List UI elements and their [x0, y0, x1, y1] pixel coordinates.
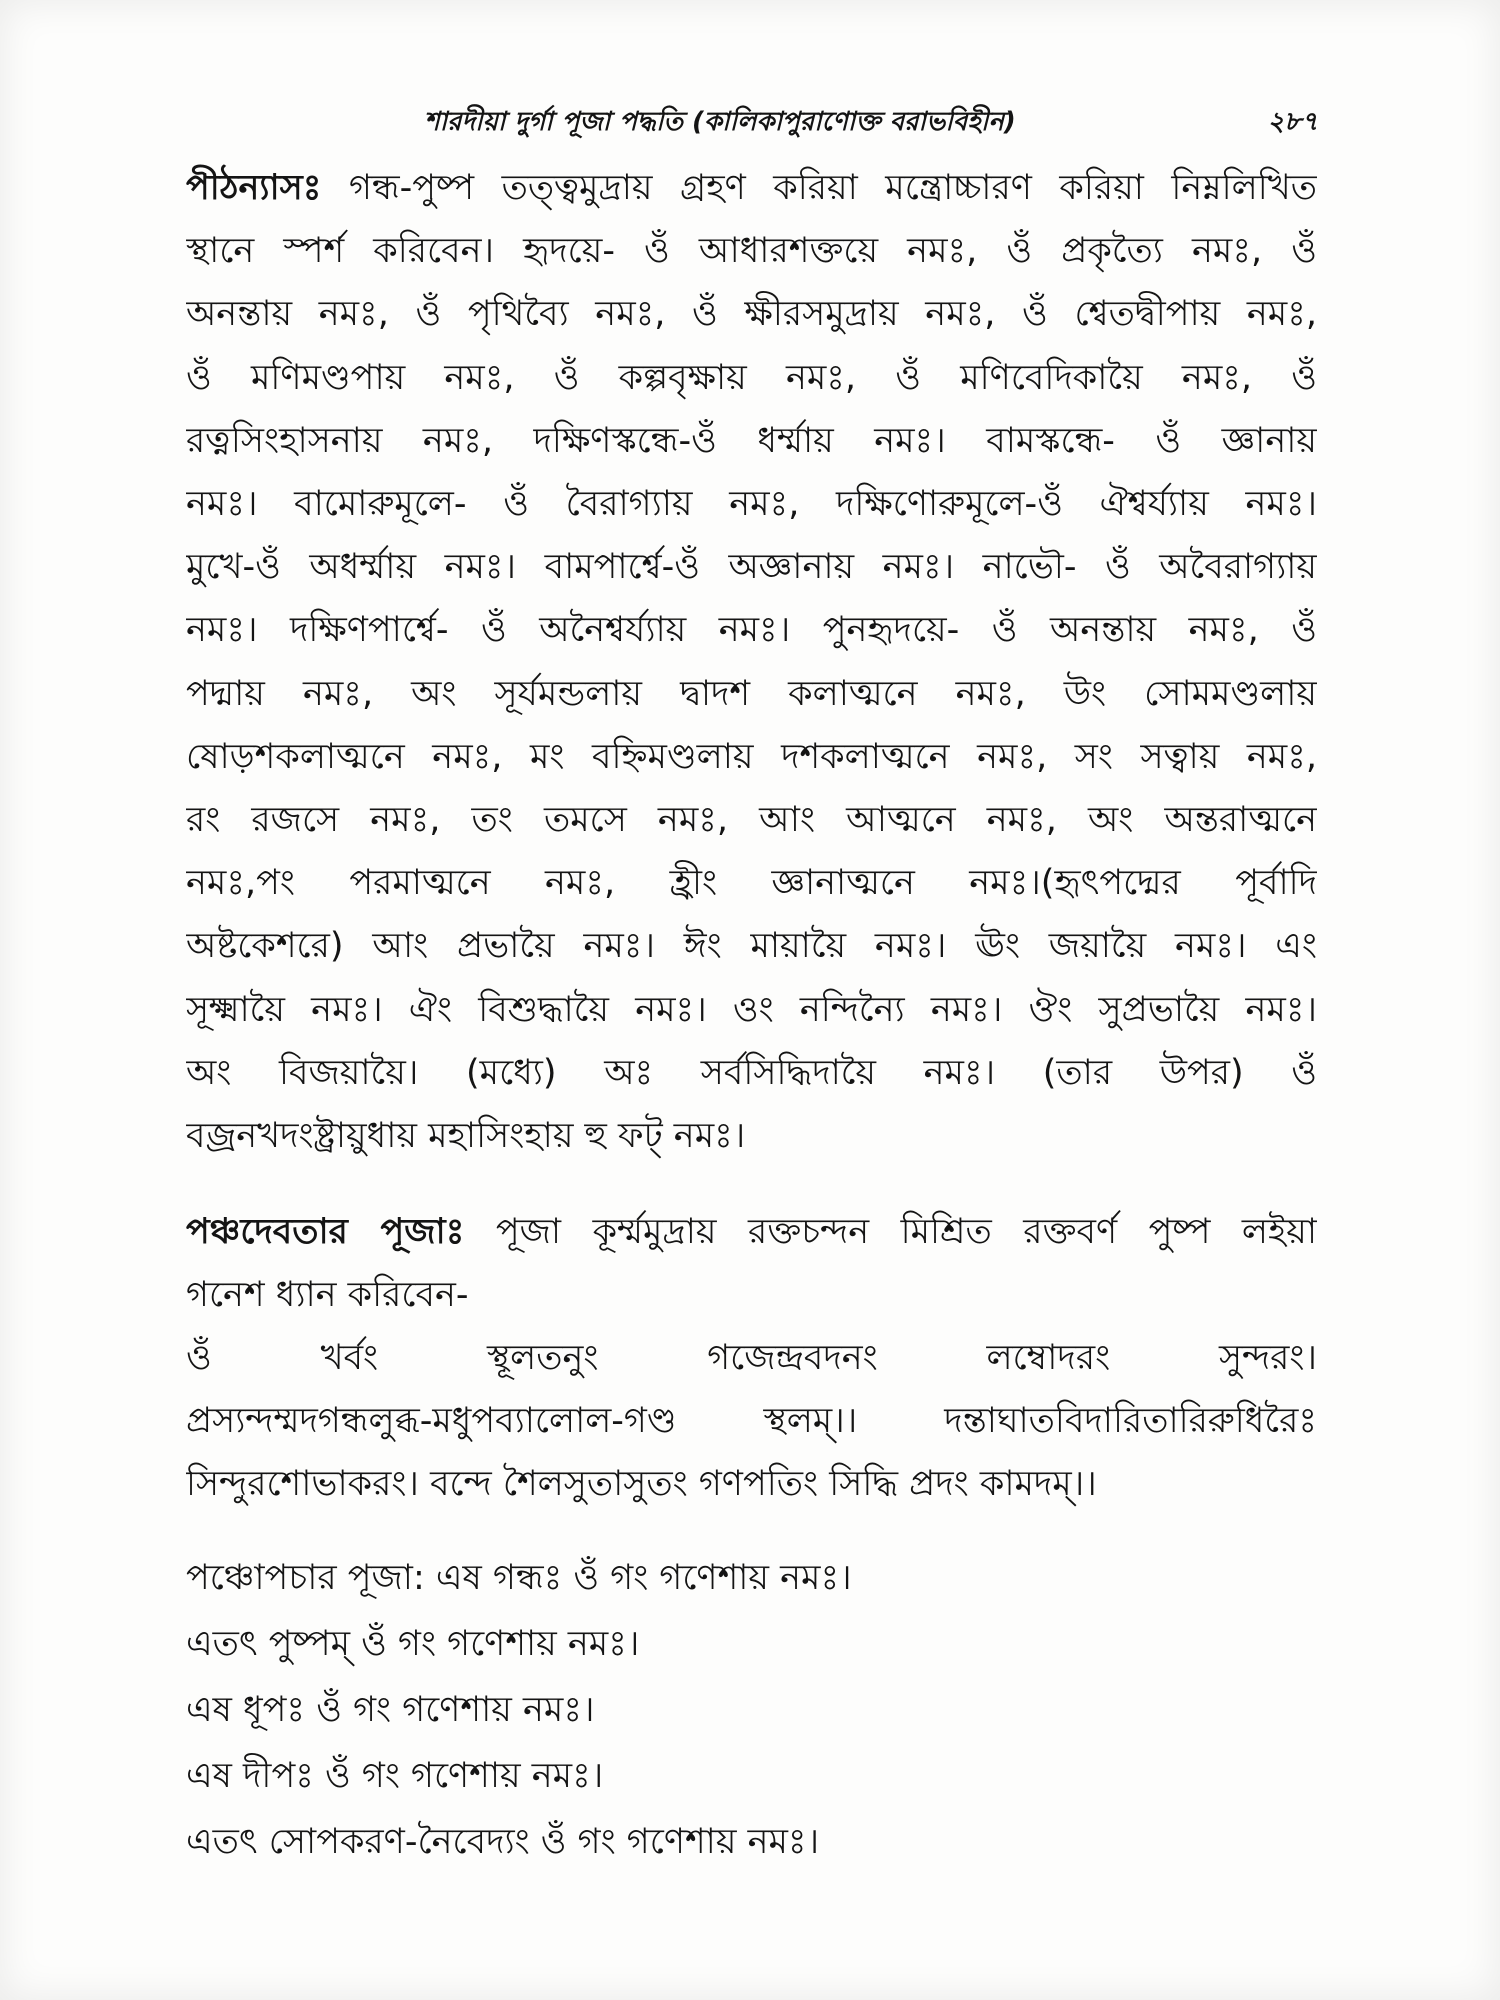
text-line: গনেশ ধ্যান করিবেন- [186, 1275, 469, 1316]
text-line: বজ্রনখদংষ্ট্রায়ুধায় মহাসিংহায় হু ফট্ নমঃ। [186, 1116, 746, 1157]
page-number: ২৮৭ [1267, 107, 1318, 137]
text-line: মুখে-ওঁ অধর্ম্মায় নমঃ। বামপার্শ্বে-ওঁ অজ্ঞানায় নমঃ। নাভৌ- ওঁ অবৈরাগ্যায় [186, 547, 1317, 588]
text-line [186, 1545, 1317, 1611]
pitha-nyasa-section [186, 157, 1317, 1168]
panchopachara-puja-heading: পঞ্চোপচার পূজা: [186, 1558, 425, 1598]
text-line: এষ ধূপঃ ওঁ গং গণেশায় নমঃ। [186, 1690, 595, 1730]
text-line: অনন্তায় নমঃ, ওঁ পৃথিব্যৈ নমঃ, ওঁ ক্ষীরসমুদ্রায় নমঃ, ওঁ শ্বেতদ্বীপায় নমঃ, [186, 294, 1317, 335]
verse-line: ওঁ খর্বং স্থূলতনুং গজেন্দ্রবদনং লম্বোদরং সুন্দরং। [186, 1338, 1317, 1378]
pitha-nyasa-heading: পীঠন্যাসঃ [186, 168, 322, 208]
text-line [186, 1201, 1317, 1264]
text-line: রত্নসিংহাসনায় নমঃ, দক্ষিণস্কন্ধে-ওঁ ধর্ম্মায় নমঃ। বামস্কন্ধে- ওঁ জ্ঞানায় [186, 420, 1317, 461]
ganesh-dhyana-verse [186, 1327, 1317, 1517]
verse-line: সিন্দুরশোভাকরং। বন্দে শৈলসুতাসুতং গণপতিং সিদ্ধি প্রদং কামদম্।। [186, 1464, 1097, 1505]
text-line: সূক্ষ্মায়ৈ নমঃ। ঐং বিশুদ্ধায়ৈ নমঃ। ওং নন্দিন্যৈ নমঃ। ঔং সুপ্রভায়ৈ নমঃ। [186, 989, 1317, 1030]
text-line-content: গন্ধ-পুষ্প তত্ত্বমুদ্রায় গ্রহণ করিয়া মন্ত্রোচ্চারণ করিয়া নিম্নলিখিত [348, 168, 1317, 208]
text-line: রং রজসে নমঃ, তং তমসে নমঃ, আং আত্মনে নমঃ, অং অন্তরাত্মনে [186, 800, 1317, 841]
text-line: এতৎ সোপকরণ-নৈবেদ্যং ওঁ গং গণেশায় নমঃ। [186, 1822, 820, 1862]
text-line: ওঁ মণিমণ্ডপায় নমঃ, ওঁ কল্পবৃক্ষায় নমঃ, ওঁ মণিবেদিকায়ৈ নমঃ, ওঁ [186, 357, 1317, 398]
text-line: এষ দীপঃ ওঁ গং গণেশায় নমঃ। [186, 1756, 604, 1796]
verse-line: প্রস্যন্দম্মদগন্ধলুব্ধ-মধুপব্যালোল-গণ্ড স্থলম্।। দন্তাঘাতবিদারিতারিরুধিরৈঃ [186, 1401, 1317, 1442]
pancha-devata-puja-heading: পঞ্চদেবতার পূজাঃ [186, 1212, 465, 1252]
text-line: এতৎ পুষ্পম্ ওঁ গং গণেশায় নমঃ। [186, 1624, 640, 1664]
text-line: নমঃ। বামোরুমূলে- ওঁ বৈরাগ্যায় নমঃ, দক্ষিণোরুমূলে-ওঁ ঐশ্বর্য্যায় নমঃ। [186, 484, 1317, 525]
text-line: অং বিজয়ায়ৈ। (মধ্যে) অঃ সর্বসিদ্ধিদায়ৈ নমঃ। (তার উপর) ওঁ [186, 1052, 1317, 1093]
text-line-content: এষ গন্ধঃ ওঁ গং গণেশায় নমঃ। [435, 1558, 852, 1598]
text-line [186, 157, 1317, 220]
text-line: অষ্টকেশরে) আং প্রভায়ৈ নমঃ। ঈং মায়ায়ৈ নমঃ। ঊং জয়ায়ৈ নমঃ। এং [186, 926, 1317, 967]
text-line: নমঃ। দক্ষিণপার্শ্বে- ওঁ অনৈশ্বর্য্যায় নমঃ। পুনহৃদয়ে- ওঁ অনন্তায় নমঃ, ওঁ [186, 610, 1317, 651]
text-line: পদ্মায় নমঃ, অং সূর্যমন্ডলায় দ্বাদশ কলাত্মনে নমঃ, উং সোমমণ্ডলায় [186, 673, 1317, 714]
text-line-content: পূজা কূর্ম্মমুদ্রায় রক্তচন্দন মিশ্রিত রক্তবর্ণ পুষ্প লইয়া [495, 1212, 1317, 1252]
pancha-devata-puja-section [186, 1201, 1317, 1327]
running-header-title: শারদীয়া দুর্গা পূজা পদ্ধতি (কালিকাপুরাণোক্ত বরাভবিহীন) [424, 107, 1016, 137]
panchopachara-puja-section [186, 1545, 1317, 1875]
text-line: নমঃ,পং পরমাত্মনে নমঃ, হ্রীং জ্ঞানাত্মনে নমঃ।(হৃৎপদ্মের পূর্বাদি [186, 863, 1317, 904]
text-line: ষোড়শকলাত্মনে নমঃ, মং বহ্নিমণ্ডলায় দশকলাত্মনে নমঃ, সং সত্বায় নমঃ, [186, 736, 1317, 777]
text-line: স্থানে স্পর্শ করিবেন। হৃদয়ে- ওঁ আধারশক্তয়ে নমঃ, ওঁ প্রকৃত্যৈ নমঃ, ওঁ [186, 231, 1317, 272]
